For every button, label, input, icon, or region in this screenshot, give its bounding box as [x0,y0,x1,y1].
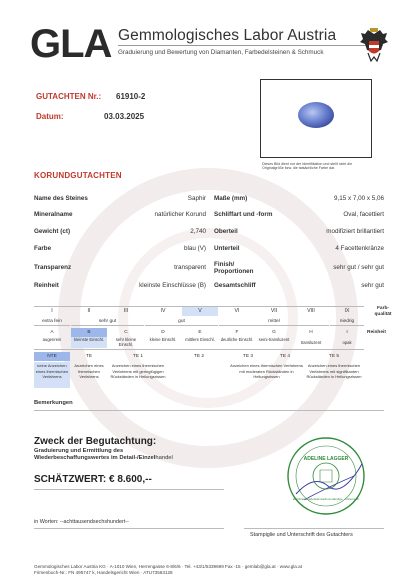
color-grade-cell: II [87,308,91,314]
valuation-label: SCHÄTZWERT: [34,474,107,485]
color-quality-cell: gut [145,317,218,326]
clarity-word-cell: opak [342,340,352,345]
property-value: Oval, facettiert [343,211,384,218]
certificate-number: 61910-2 [116,92,146,101]
clarity-grade-cell: G [272,330,276,335]
clarity-word-cell: deutliche Einschl. [220,337,254,342]
property-label: Maße (mm) [214,195,248,202]
clarity-grade-cell: A [50,330,54,335]
treatment-description-cell: Anzeichen eines thermischen Verfahrens [74,363,104,380]
scale-rule [34,349,364,350]
color-quality-cell: niedrig [330,317,364,326]
valuation-words-rule [34,528,224,529]
treatment-code-cell: TE 3 [242,354,254,359]
date-label: Datum: [36,112,64,121]
treatment-code-cell: TE 1 [132,354,144,359]
remarks-label: Bemerkungen [34,400,73,406]
color-quality-cell: sehr gut [71,317,144,326]
clarity-label: Reinheit [367,330,386,335]
stamp-name: ADELINE LAGGER [303,456,349,462]
purpose-line-1: Graduierung und Ermittlung des [34,448,124,454]
valuation-in-words: in Worten: --achttausendsechshundert-- [34,519,129,525]
property-row [34,195,384,209]
lab-subtitle: Graduierung und Bewertung von Diamanten, Farbedelsteinen & Schmuck [118,49,324,56]
purpose-title: Zweck der Begutachtung: [34,436,157,447]
property-row [34,228,384,242]
treatment-code-cell: TE 4 [279,354,291,359]
treatment-code-cell-selected: NTE [34,352,70,361]
clarity-grade-cell: I [346,330,348,335]
valuation [34,474,152,485]
property-value: transparent [174,264,206,271]
header-rule [118,45,383,46]
signature-rule [244,528,384,529]
clarity-word-cell: mittlere Einschl. [185,337,215,342]
color-grade-cell: III [123,308,129,314]
footer [34,564,384,576]
clarity-word-cell: transluzent [300,340,322,345]
clarity-grade-cell: H [309,330,313,335]
header [30,24,390,68]
sapphire-gem-image [298,102,334,128]
color-grade-row [34,307,364,316]
clarity-grade-cell: D [161,330,165,335]
property-row [34,261,384,278]
property-label: Transparenz [34,264,72,271]
treatment-code-cell: TE 2 [193,354,205,359]
property-value: sehr gut [361,282,384,289]
color-grade-cell: VIII [307,308,315,314]
treatment-code-row [34,352,364,361]
property-value: 4 Facettenkränze [335,245,384,252]
treatment-code-cell: TE 5 [328,354,340,359]
property-row [34,211,384,225]
clarity-word-cell: semi-transluzent [258,337,290,342]
gla-logo: GLA [30,22,112,66]
property-value: 2,740 [190,228,206,235]
property-label: Farbe [34,245,52,252]
property-label: Gewicht (ct) [34,228,71,235]
treatment-description-cell [169,362,229,388]
property-label: Name des Steines [34,195,88,202]
property-label: Schliffart und -form [214,211,273,218]
color-quality-cell: extra fein [34,317,70,326]
remarks-rule [34,410,384,411]
purpose-line-2-tail: handel [155,455,173,461]
clarity-grade-cell: C [124,330,128,335]
photo-disclaimer: Dieses Bild dient nur der Identifikation und stellt nicht die Originalgröße bzw. die tatsächliche Farbe dar. [262,162,353,171]
treatment-description-cell: Anzeichen eines thermischen Verfahrens mit signifikanten Rückständen in Heilungsrissen [306,363,362,380]
property-label: Mineralname [34,211,73,218]
color-quality-cell: mittel [219,317,329,326]
treatment-code-cell: TE [85,354,93,359]
clarity-word-cell: augenrein [42,337,62,342]
color-grade-cell: I [51,308,53,314]
treatment-description-cell: Anzeichen eines thermischen Verfahrens mit moderaten Rückständen in Heilungsrissen [230,363,303,380]
property-value: Saphir [187,195,206,202]
property-label: Finish/ Proportionen [214,261,254,275]
clarity-word-cell: sehr kleine Einschl. [115,337,137,347]
valuation-value: € 8.600,-- [109,474,152,485]
treatment-description-cell: Anzeichen eines thermischen Verfahrens mit geringfügigen Rückständen in Heilungsrissen [110,363,166,380]
property-value: sehr gut / sehr gut [333,264,384,271]
property-label: Reinheit [34,282,59,289]
clarity-grade-cell: E [198,330,202,335]
color-grade-cell-selected: V [182,307,218,316]
certificate-number-label: GUTACHTEN Nr.: [36,92,102,101]
color-grade-cell: VII [270,308,278,314]
property-value: kleinste Einschlüsse (B) [139,282,206,289]
property-label: Oberteil [214,228,238,235]
property-row [34,282,384,296]
property-value: natürlicher Korund [154,211,206,218]
clarity-grade-cell: F [235,330,239,335]
treatment-description-row [34,362,364,388]
property-row [34,245,384,259]
color-grade-cell: IV [160,308,166,314]
purpose-line-2 [34,455,173,461]
property-value: blau (V) [183,245,206,252]
gemstone-photo [260,79,372,158]
clarity-letter-row [34,328,364,337]
appraiser-stamp-icon [284,434,368,518]
color-grade-cell: VI [234,308,240,314]
treatment-description-cell [267,362,303,388]
austrian-eagle-crest-icon [359,28,389,66]
footer-address: Gemmologisches Labor Austria KG · A-1010 Wien, Herrengasse 6-8/6/6 · Tel. +43/1/5339699 Fax -15 · gemlab@gla.at · www.gla.at [34,564,302,569]
property-value: modifiziert brillantiert [326,228,384,235]
treatment-description-cell-selected: keine Anzeichen eines thermischen Verfahrens [34,362,70,388]
purpose-line-2-bold: Wiederbeschaffungswertes im Detail-/Einzel [34,455,156,461]
clarity-word-cell-selected: kleinste Einschl. [71,337,107,348]
certificate-date: 03.03.2025 [104,112,145,121]
color-grade-cell: IX [344,308,350,314]
footer-registry: Firmenbuch-Nr.: FN 495747 k, Handelsgericht Wien · ATU73563128 [34,570,173,575]
color-quality-label: Farb-qualität [374,306,392,317]
property-label: Gesamtschliff [214,282,256,289]
stamp-text: Zertifizierte Edelsteinsachverständige · Österreich [292,497,360,501]
color-quality-row [34,317,364,326]
valuation-rule [34,489,224,490]
signature-caption: Stampiglie und Unterschrift des Gutachters [250,532,353,538]
property-label: Unterteil [214,245,240,252]
clarity-word-row [34,337,364,348]
lab-title: Gemmologisches Labor Austria [118,27,337,44]
clarity-grade-cell-selected: B [71,328,107,337]
clarity-word-cell: kleine Einschl. [149,337,177,342]
section-title: KORUNDGUTACHTEN [34,171,122,180]
property-value: 9,15 x 7,00 x 5,06 [333,195,384,202]
grading-scales [34,306,392,394]
